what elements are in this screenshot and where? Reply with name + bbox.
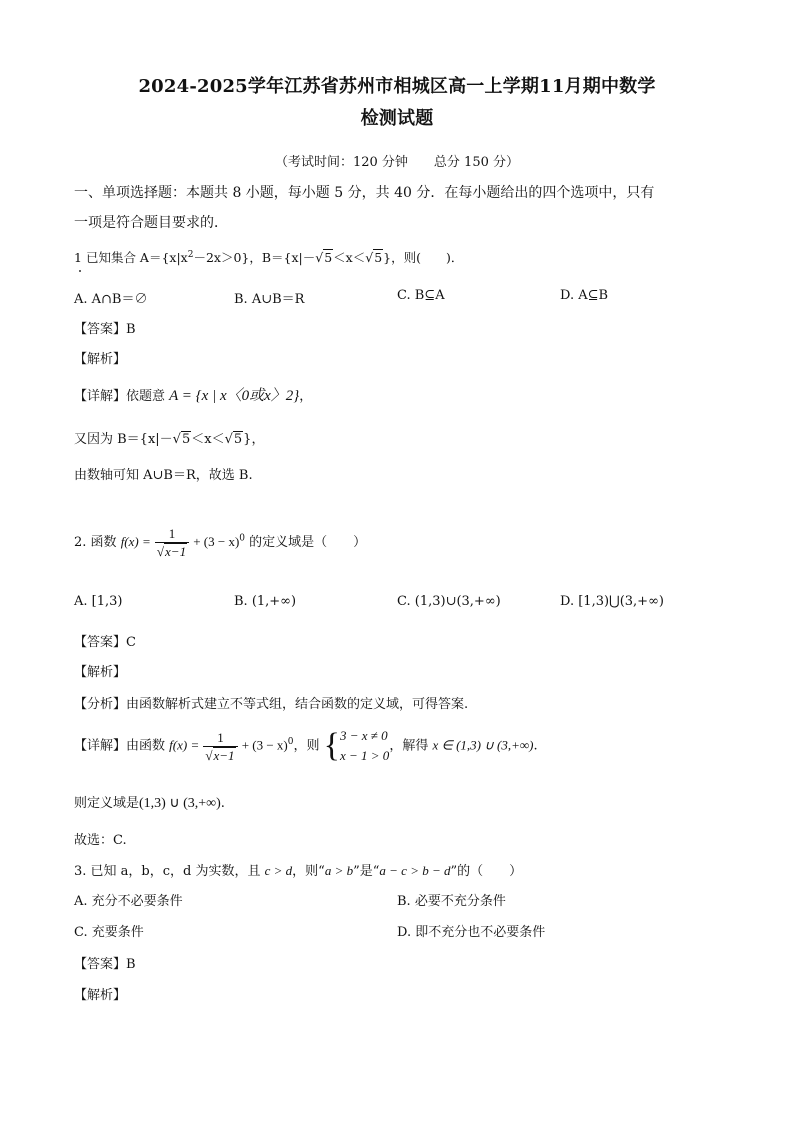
proposition-q: a − c > b − d: [379, 863, 451, 878]
q2-option-c: C. (1,3)∪(3,+∞): [397, 594, 501, 609]
fraction-denominator: √x−1: [203, 746, 237, 762]
q1-option-b: B. A∪B＝R: [234, 292, 305, 307]
sqrt-value: x−1: [213, 747, 235, 763]
q1-option-c: C. B⊆A: [397, 288, 445, 303]
inequality-2: x − 1 > 0: [339, 748, 390, 763]
exam-info: （考试时间：120 分钟 总分 150 分）: [274, 155, 520, 170]
left-brace: {: [323, 727, 340, 764]
q1-option-a: A. A∩B＝∅: [74, 292, 148, 307]
q3-option-a: A. 充分不必要条件: [74, 894, 183, 909]
text-part: 又因为 B＝{x|－: [74, 432, 173, 447]
q1-analysis-label: 【解析】: [74, 352, 127, 367]
text-part: ，解得: [389, 738, 429, 754]
inequality-1: 3 − x ≠ 0: [339, 728, 388, 743]
domain-math: (1,3) ∪ (3,+∞): [139, 796, 221, 811]
sqrt-value: 5: [181, 432, 191, 447]
stem-part: ＜x＜: [333, 250, 366, 265]
detail-label: 【详解】依题意: [74, 389, 166, 404]
q3-option-c: C. 充要条件: [74, 925, 144, 940]
sqrt-value: 5: [233, 432, 243, 447]
sqrt-value: x−1: [165, 544, 187, 559]
section-intro-line2: 一项是符合题目要求的．: [74, 215, 228, 231]
stem-part: ”的（ ）: [450, 864, 523, 879]
stem-part: ，则“: [292, 864, 325, 879]
q2-choose: 故选：C.: [74, 833, 127, 848]
function-name: f(x) =: [120, 534, 151, 549]
text-part: }，: [243, 432, 265, 447]
q1-option-d: D. A⊆B: [560, 288, 609, 303]
condition-math: c > d: [264, 863, 293, 878]
result-math: x ∈ (1,3) ∪ (3,+∞): [432, 737, 534, 753]
page-title: 2024-2025学年江苏省苏州市相城区高一上学期11月期中数学: [138, 76, 656, 97]
exponent: 0: [287, 737, 294, 748]
q2-detail: [74, 726, 538, 766]
plus-term: + (3 − x): [241, 737, 288, 753]
q3-option-d: D. 即不充分也不必要条件: [397, 925, 546, 940]
sqrt-value: 5: [324, 250, 333, 265]
detail-label: 【详解】由函数: [74, 738, 166, 754]
stem-part: }，则( )．: [383, 250, 464, 265]
fraction: [203, 731, 237, 762]
text-part: .: [533, 738, 538, 754]
q2-analysis-label: 【解析】: [74, 665, 127, 680]
stem-part: 2. 函数: [74, 535, 117, 550]
detail-math: A = {x | x〈0或x〉2}: [169, 388, 300, 404]
page-title-line2: 检测试题: [360, 108, 434, 129]
stem-part: 的定义域是（ ）: [249, 535, 367, 550]
plus-term: + (3 − x): [193, 534, 240, 549]
section-intro-line1: 一、单项选择题：本题共 8 小题，每小题 5 分，共 40 分．在每小题给出的四个选项中，只有: [74, 185, 655, 201]
exponent: 0: [239, 533, 246, 544]
function-name: f(x) =: [169, 737, 200, 753]
question-2-stem: [74, 527, 366, 558]
question-1-stem: 1 已知集合 $A=\{x|x^2-2x>0\}$，B＝{x|－√5＜x＜√5}，则( )．: [74, 249, 464, 265]
q1-detail: [74, 384, 312, 405]
fraction-numerator: 1: [217, 729, 224, 745]
stem-part: ”是“: [353, 864, 380, 879]
inequality-system: [340, 726, 389, 766]
q2-option-d: D. [1,3)⋃(3,+∞): [560, 594, 664, 609]
q3-answer: 【答案】B: [74, 957, 136, 972]
proposition-p: a > b: [324, 863, 354, 878]
stem-superscript: 2: [187, 249, 194, 260]
stem-part: 3. 已知 a，b，c，d 为实数，且: [74, 864, 261, 879]
fraction-numerator: 1: [168, 526, 176, 541]
fraction-denominator: √x−1: [155, 542, 189, 558]
text-part: 则定义域是: [74, 796, 140, 811]
fraction: [155, 527, 189, 558]
q2-answer: 【答案】C: [74, 635, 136, 650]
q2-analysis: 【分析】由函数解析式建立不等式组，结合函数的定义域，可得答案.: [74, 697, 469, 712]
q1-detail-line2: 又因为 B＝{x|－√5＜x＜√5}，: [74, 432, 265, 447]
q3-option-b: B. 必要不充分条件: [397, 894, 506, 909]
q1-detail-line3: 由数轴可知 A∪B＝R，故选 B.: [74, 468, 253, 483]
detail-end: ，: [299, 389, 313, 404]
q2-option-a: A. [1,3): [74, 594, 123, 609]
stem-part: 已知集合 A＝{x|x: [85, 250, 188, 265]
question-3-stem: [74, 860, 522, 879]
text-part: .: [220, 796, 225, 811]
q1-answer: 【答案】B: [74, 322, 136, 337]
q3-analysis-label: 【解析】: [74, 988, 127, 1003]
stray-dot: [79, 270, 81, 272]
text-part: ，则: [293, 738, 320, 754]
question-number: 1: [74, 250, 82, 265]
sqrt-value: 5: [374, 250, 383, 265]
stem-part: －2x＞0}，B＝{x|－: [193, 250, 316, 265]
q2-domain: [74, 792, 225, 812]
text-part: ＜x＜: [191, 432, 225, 447]
q2-option-b: B. (1,+∞): [234, 594, 297, 609]
